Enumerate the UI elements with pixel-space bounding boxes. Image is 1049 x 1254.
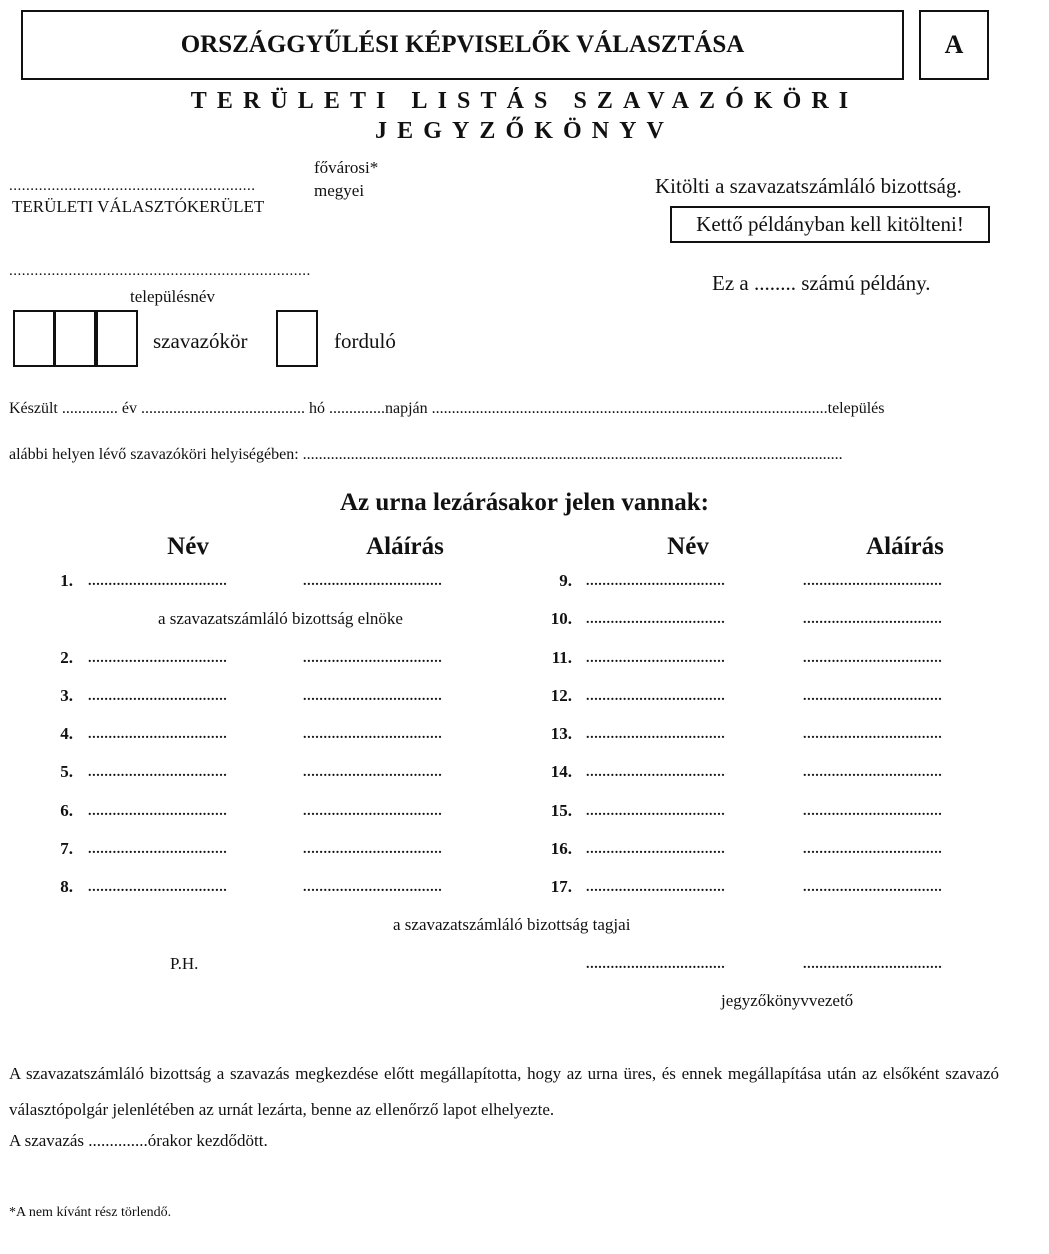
row-number: 4. bbox=[60, 724, 73, 743]
attendance-heading: Az urna lezárásakor jelen vannak: bbox=[340, 489, 709, 516]
statement-paragraph: A szavazatszámláló bizottság a szavazás megkezdése előtt megállapította, hogy az urna üres, és ennek megállapítása után az elsőként szavazó választópolgár jelenlétében az urnát lezárta, benne az ellenőrző lapot elhelyezte. bbox=[9, 1064, 999, 1119]
row-number: 2. bbox=[60, 648, 73, 667]
row-number: 13. bbox=[550, 724, 572, 743]
row-number: 5. bbox=[60, 762, 73, 781]
row-number: 15. bbox=[550, 801, 572, 820]
signature-blank[interactable]: .................................. bbox=[303, 880, 443, 895]
round-box[interactable] bbox=[276, 310, 318, 367]
signature-blank[interactable]: .................................. bbox=[303, 651, 443, 666]
name-blank[interactable]: .................................. bbox=[586, 612, 726, 627]
voting-start-time-field[interactable]: A szavazás ..............órakor kezdődött. bbox=[9, 1131, 268, 1150]
signature-blank[interactable]: .................................. bbox=[303, 727, 443, 742]
signature-blank[interactable]: .................................. bbox=[303, 765, 443, 780]
settlement-name-field[interactable]: ....................................................................... bbox=[9, 263, 311, 279]
name-blank[interactable]: .................................. bbox=[586, 804, 726, 819]
signature-blank[interactable]: .................................. bbox=[303, 689, 443, 704]
signature-blank[interactable]: .................................. bbox=[803, 804, 943, 819]
name-blank[interactable]: .................................. bbox=[586, 689, 726, 704]
name-blank[interactable]: .................................. bbox=[88, 765, 228, 780]
recorder-signature-blank[interactable]: .................................. bbox=[803, 957, 943, 972]
district-name-field[interactable]: .......................................................... bbox=[9, 178, 256, 194]
election-title: ORSZÁGGYŰLÉSI KÉPVISELŐK VÁLASZTÁSA bbox=[21, 10, 904, 80]
name-blank[interactable]: .................................. bbox=[586, 880, 726, 895]
name-blank[interactable]: .................................. bbox=[88, 651, 228, 666]
document-title-line1: TERÜLETI LISTÁS SZAVAZÓKÖRI bbox=[190, 88, 859, 114]
name-blank[interactable]: .................................. bbox=[88, 574, 228, 589]
row-number: 12. bbox=[550, 686, 572, 705]
row-number: 6. bbox=[60, 801, 73, 820]
polling-station-digit-3[interactable] bbox=[96, 310, 138, 367]
recorder-label: jegyzőkönyvvezető bbox=[721, 991, 854, 1010]
name-blank[interactable]: .................................. bbox=[88, 727, 228, 742]
district-label: TERÜLETI VÁLASZTÓKERÜLET bbox=[12, 197, 265, 216]
name-blank[interactable]: .................................. bbox=[586, 651, 726, 666]
row-number: 1. bbox=[60, 571, 73, 590]
polling-station-digit-1[interactable] bbox=[13, 310, 55, 367]
polling-station-label: szavazókör bbox=[153, 329, 248, 353]
row-number: 8. bbox=[60, 877, 73, 896]
name-blank[interactable]: .................................. bbox=[88, 842, 228, 857]
signature-blank[interactable]: .................................. bbox=[803, 727, 943, 742]
form-code-box: A bbox=[919, 10, 989, 80]
name-blank[interactable]: .................................. bbox=[586, 765, 726, 780]
right-col-name-header: Név bbox=[667, 533, 709, 560]
row-number: 9. bbox=[559, 571, 572, 590]
left-col-name-header: Név bbox=[167, 533, 209, 560]
prepared-date-place-line[interactable]: Készült .............. év ......................................... hó ..............napján ...................................................................................................település bbox=[9, 400, 885, 417]
signature-blank[interactable]: .................................. bbox=[803, 651, 943, 666]
name-blank[interactable]: .................................. bbox=[88, 880, 228, 895]
polling-station-digit-2[interactable] bbox=[54, 310, 96, 367]
signature-blank[interactable]: .................................. bbox=[803, 765, 943, 780]
name-blank[interactable]: .................................. bbox=[88, 804, 228, 819]
prepared-location-line[interactable]: alábbi helyen lévő szavazóköri helyiségében: ....................................................................................................................................... bbox=[9, 446, 843, 463]
stamp-placeholder: P.H. bbox=[170, 954, 199, 973]
row-number: 17. bbox=[550, 877, 572, 896]
round-label: forduló bbox=[334, 329, 396, 353]
row-number: 7. bbox=[60, 839, 73, 858]
signature-blank[interactable]: .................................. bbox=[303, 842, 443, 857]
signature-blank[interactable]: .................................. bbox=[803, 842, 943, 857]
footnote: *A nem kívánt rész törlendő. bbox=[9, 1205, 172, 1220]
filled-by-note: Kitölti a szavazatszámláló bizottság. bbox=[655, 174, 962, 198]
name-blank[interactable]: .................................. bbox=[586, 727, 726, 742]
copies-note-box: Kettő példányban kell kitölteni! bbox=[670, 206, 990, 243]
name-blank[interactable]: .................................. bbox=[586, 842, 726, 857]
chair-label: a szavazatszámláló bizottság elnöke bbox=[158, 609, 403, 628]
row-number: 14. bbox=[550, 762, 572, 781]
signature-blank[interactable]: .................................. bbox=[803, 880, 943, 895]
signature-blank[interactable]: .................................. bbox=[303, 804, 443, 819]
settlement-label: településnév bbox=[130, 287, 215, 306]
signature-blank[interactable]: .................................. bbox=[803, 689, 943, 704]
right-col-signature-header: Aláírás bbox=[866, 533, 944, 560]
recorder-name-blank[interactable]: .................................. bbox=[586, 957, 726, 972]
signature-blank[interactable]: .................................. bbox=[303, 574, 443, 589]
document-title-line2: JEGYZŐKÖNYV bbox=[375, 118, 674, 144]
name-blank[interactable]: .................................. bbox=[88, 689, 228, 704]
row-number: 10. bbox=[550, 609, 572, 628]
row-number: 3. bbox=[60, 686, 73, 705]
left-col-signature-header: Aláírás bbox=[366, 533, 444, 560]
row-number: 11. bbox=[551, 648, 572, 667]
copy-number-field[interactable]: Ez a ........ számú példány. bbox=[712, 271, 931, 295]
name-blank[interactable]: .................................. bbox=[586, 574, 726, 589]
district-option-capital: fővárosi* bbox=[314, 158, 379, 177]
district-option-county: megyei bbox=[314, 181, 365, 200]
signature-blank[interactable]: .................................. bbox=[803, 574, 943, 589]
members-label: a szavazatszámláló bizottság tagjai bbox=[393, 915, 631, 934]
signature-blank[interactable]: .................................. bbox=[803, 612, 943, 627]
row-number: 16. bbox=[550, 839, 572, 858]
